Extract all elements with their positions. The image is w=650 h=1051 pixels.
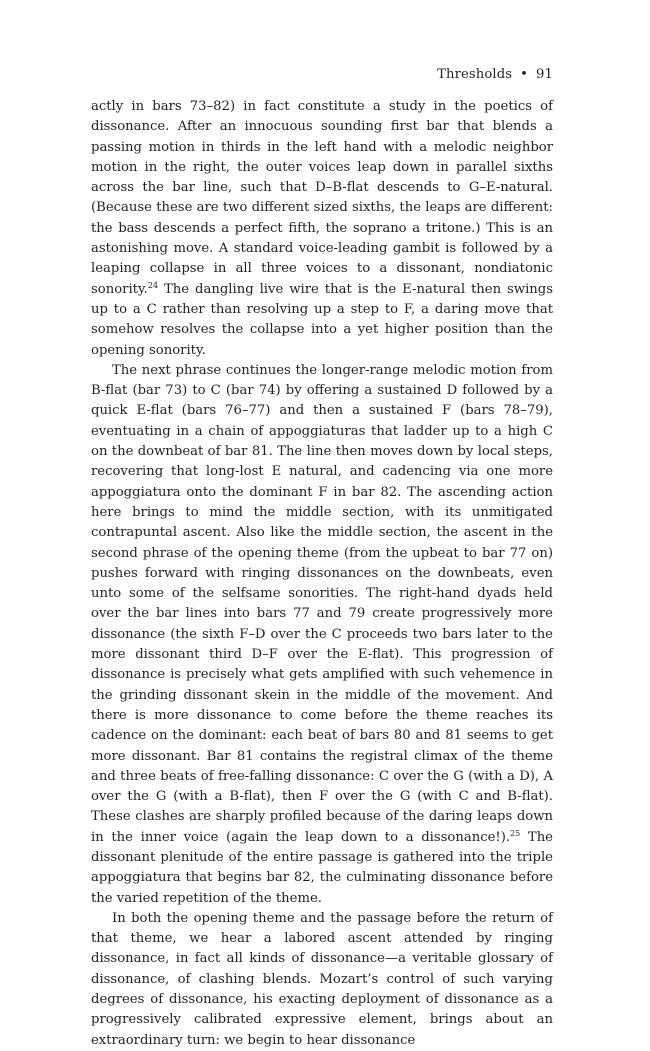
paragraph-2-text-b: The dissonant plenitude of the entire passage is gathered into the triple appoggiatura that begins bar 82, the culminating dissonance before the varied repetition of the theme.	[91, 829, 553, 906]
footnote-ref-24[interactable]: 24	[147, 280, 159, 290]
paragraph-3: In both the opening theme and the passage before the return of that theme, we hear a labored ascent attended by ringing dissonance, in fact all kinds of dissonance—a veritable glossary of dissonance, of clashing blends. Mozart’s control of such varying degrees of dissonance, his exacting deployment of dissonance as a progressively calibrated expressive element, brings about an extraordinary turn: we begin to hear dissonance	[91, 910, 553, 1048]
running-head-title: Thresholds	[437, 67, 513, 82]
page-number: 91	[536, 67, 553, 82]
footnote-ref-25[interactable]: 25	[510, 828, 521, 838]
paragraph-1	[91, 97, 553, 361]
running-head	[437, 67, 553, 82]
running-head-bullet: •	[520, 67, 529, 82]
paragraph-2-text-a: The next phrase continues the longer-range melodic motion from B-flat (bar 73) to C (bar 74) by offering a sustained D followed by a quick E-flat (bars 76–77) and then a sustained F (bars 78–79), eventuating in a chain of appoggiaturas that ladder up to a high C on the downbeat of bar 81. The line then moves down by local steps, recovering that long-lost E natural, and cadencing via one more appoggiatura onto the dominant F in bar 82. The ascending action here brings to mind the middle section, with its unmitigated contrapuntal ascent. Also like the middle section, the ascent in the second phrase of the opening theme (from the upbeat to bar 77 on) pushes forward with ringing dissonances on the downbeats, even unto some of the selfsame sonorities. The right-hand dyads held over the bar lines into bars 77 and 79 create progressively more dissonance (the sixth F–D over the C proceeds two bars later to the more dissonant third D–F over the E-flat). This progression of dissonance is precisely what gets amplified with such vehemence in the grinding dissonant skein in the middle of the movement. And there is more dissonance to come before the theme reaches its cadence on the dominant: each beat of bars 80 and 81 seems to get more dissonant. Bar 81 contains the registral climax of the theme and three beats of free-falling dissonance: C over the G (with a D), A over the G (with a B-flat), then F over the G (with C and B-flat). These clashes are sharply profiled because of the daring leaps down in the inner voice (again the leap down to a dissonance!).	[91, 362, 553, 845]
paragraph-1-text-b: The dangling live wire that is the E-natural then swings up to a C rather than resolving up a step to F, a daring move that somehow resolves the collapse into a yet higher position than the opening sonority.	[91, 281, 553, 358]
body-text	[91, 97, 553, 1051]
paragraph-1-text-a: actly in bars 73–82) in fact constitute a study in the poetics of dissonance. After an innocuous sounding first bar that blends a passing motion in thirds in the left hand with a melodic neighbor motion in the right, the outer voices leap down in parallel sixths across the bar line, such that D–B-flat descends to G–E-natural. (Because these are two different sized sixths, the leaps are different: the bass descends a perfect fifth, the soprano a tritone.) This is an astonishing move. A standard voice-leading gambit is followed by a leaping collapse in all three voices to a dissonant, nondiatonic sonority.	[91, 99, 553, 297]
paragraph-2	[91, 361, 553, 909]
